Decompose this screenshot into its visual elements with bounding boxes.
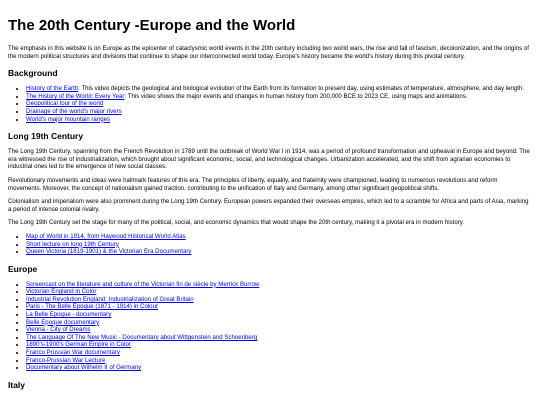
list-item (26, 303, 532, 311)
history-of-world-link[interactable]: The History of the World: Every Year (26, 92, 125, 100)
la-belle-epoque-link[interactable]: La Belle Epoque - documentary (26, 311, 112, 319)
page-title: The 20th Century -Europe and the World (8, 17, 296, 34)
list-item (26, 85, 532, 93)
vienna-link[interactable]: Vienna - City of Dreams (26, 326, 91, 334)
list-item (26, 248, 532, 256)
europe-links-list (8, 281, 532, 372)
geopolitical-tour-link[interactable]: Geopolitical tour of the world (26, 100, 104, 108)
paris-belle-epoque-link[interactable]: Paris - The Belle Epoque (1871 - 1914) in Colour (26, 303, 158, 311)
long-19th-century-heading: Long 19th Century (8, 131, 84, 142)
victorian-screencast-link[interactable]: Screencast on the literature and culture of the Victorian fin de siècle by Merrick Burrow (26, 280, 260, 288)
long19-lecture-link[interactable]: Short lecture on long 19th Century (26, 240, 119, 248)
list-item (26, 326, 532, 334)
list-item (26, 341, 532, 349)
list-item (26, 364, 532, 372)
list-item (26, 349, 532, 357)
list-item (26, 296, 532, 304)
list-item (26, 116, 532, 124)
long19-paragraph-1: The Long 19th Century, spanning from the French Revolution in 1789 until the outbreak of World War I in 1914, was a period of profound transformation and upheaval in Europe and beyond. The era witnessed the rise of industrialization, which brought about significant economic, social, and technological changes. Urbanization accelerated, and the shift from agrarian economies to industrial ones led to the emergence of new social classes. (8, 148, 530, 171)
victorian-england-color-link[interactable]: Victorian England in Color (26, 288, 97, 296)
long19-paragraph-4: The Long 19th Century set the stage for many of the political, social, and economic dynamics that would shape the 20th century, making it a pivotal era in modern history. (8, 219, 465, 227)
industrial-revolution-link[interactable]: Industrial Revolution England: Industrialization of Great Britain (26, 295, 194, 303)
list-item (26, 288, 532, 296)
list-item (26, 319, 532, 327)
rivers-drainage-link[interactable]: Drainage of the world's major rivers (26, 107, 122, 115)
intro-paragraph: The emphasis in this website is on Europe as the epicenter of cataclysmic world events in the 20th century including two world wars, the rise and fall of fascism, decolonization, and the origins of the modern political structures and divisions that continue to shape our interconnected world today. Europe's history became the world's history during this pivotal century. (8, 45, 529, 60)
list-item (26, 241, 532, 249)
queen-victoria-link[interactable]: Queen Victoria (1819-1901) & the Victorian Era Documentary (26, 248, 192, 256)
background-heading: Background (8, 68, 58, 79)
mountain-ranges-link[interactable]: World's major mountain ranges (26, 115, 111, 123)
wilhelm-ii-link[interactable]: Documentary about Wilhelm II of Germany (26, 364, 142, 372)
map-1914-link[interactable]: Map of World in 1914, from Haywood Historical World Atlas (26, 232, 186, 240)
long19-paragraph-2: Revolutionary movements and ideas were hallmark features of this era. The principles of liberty, equality, and fraternity were championed, leading to numerous revolutions and reform movements. Moreover, the concept of nationalism gained traction, contributing to the unification of Italy and Germany, among other significant geopolitical shifts. (8, 176, 498, 192)
list-item (26, 357, 532, 365)
german-empire-color-link[interactable]: 1890's-1900's German Empire in Color (26, 341, 131, 349)
list-item (26, 281, 532, 289)
list-item (26, 334, 532, 342)
list-item-text: : This video shows the major events and changes in human history from 200,000 BCE to 2023 CE, using maps and animations. (124, 92, 468, 100)
list-item (26, 311, 532, 319)
long19-paragraph-3: Colonialism and imperialism were also prominent during the Long 19th Century. European powers expanded their overseas empires, which led to a scramble for Africa and parts of Asia, marking a period of intense colonial rivalry. (8, 198, 529, 213)
italy-heading: Italy (8, 379, 26, 390)
new-music-documentary-link[interactable]: The Language Of The New Music - Documentary about Wittgenstein and Schoenberg (26, 333, 258, 341)
list-item-text: : This video depicts the geological and biological evolution of the Earth from its formation to present day, using estimates of temperature, atmosphere, and day length. (78, 85, 525, 93)
background-list (8, 85, 532, 123)
long19-links-list (8, 233, 532, 256)
franco-prussian-lecture-link[interactable]: Franco-Prussian War Lecture (26, 356, 106, 364)
list-item (26, 93, 532, 101)
list-item (26, 233, 532, 241)
franco-prussian-documentary-link[interactable]: Franco Prussian War documentary (26, 349, 120, 357)
list-item (26, 100, 532, 108)
history-of-earth-link[interactable]: History of the Earth (26, 85, 79, 93)
europe-heading: Europe (8, 263, 38, 274)
list-item (26, 108, 532, 116)
belle-epoque-documentary-link[interactable]: Belle Epoque documentary (26, 318, 100, 326)
